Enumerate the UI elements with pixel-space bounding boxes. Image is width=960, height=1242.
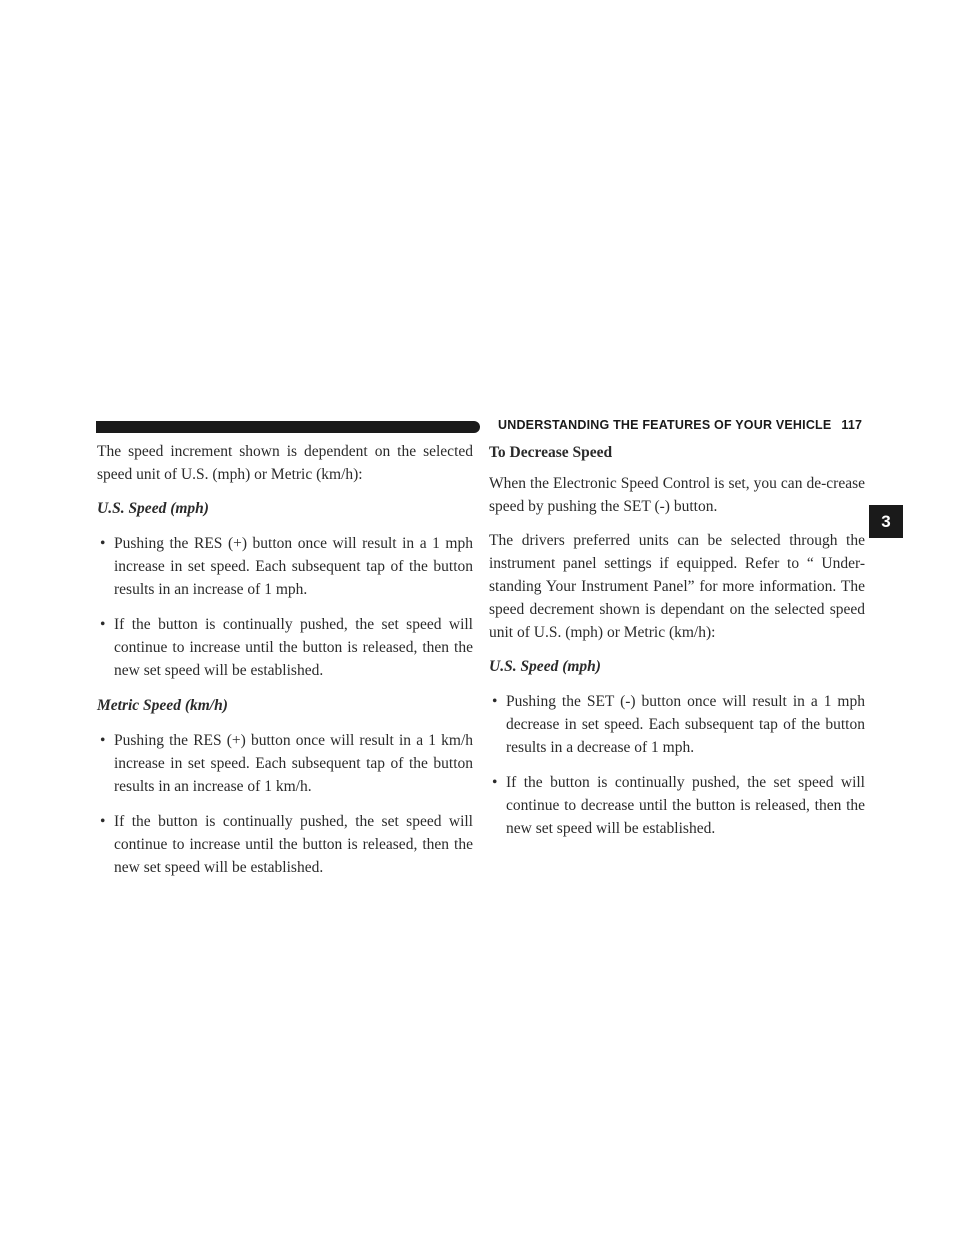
right-column [489,441,865,852]
bullet: • [100,732,106,749]
list-item: • If the button is continually pushed, the set speed will continue to increase until the button is released, then the new set speed will be established. [97,810,473,879]
decrease-speed-heading: To Decrease Speed [489,444,613,461]
bullet: • [100,535,106,552]
decrease-paragraph-2: The drivers preferred units can be selected through the instrument panel settings if equipped. Refer to “ Under-standing Your Instrument Panel” for more information. The speed decrement shown is dependant on the selected speed unit of U.S. (mph) or Metric (km/h): [489,532,865,641]
us-speed-heading: U.S. Speed (mph) [97,500,209,517]
metric-speed-list [97,729,473,879]
header-rule [96,421,480,433]
us-speed-heading-right: U.S. Speed (mph) [489,658,601,675]
bullet: • [100,616,106,633]
list-item: • Pushing the SET (-) button once will result in a 1 mph decrease in set speed. Each subsequent tap of the button results in a decrease of 1 mph. [489,690,865,759]
list-item: • Pushing the RES (+) button once will result in a 1 km/h increase in set speed. Each subsequent tap of the button results in an increase of 1 km/h. [97,729,473,798]
bullet: • [100,813,106,830]
bullet: • [492,774,498,791]
bullet: • [492,693,498,710]
left-column [97,440,473,891]
decrease-paragraph-1: When the Electronic Speed Control is set, you can de-crease speed by pushing the SET (-) button. [489,475,865,515]
list-item: • Pushing the RES (+) button once will result in a 1 mph increase in set speed. Each subsequent tap of the button results in an increase of 1 mph. [97,532,473,601]
list-item: • If the button is continually pushed, the set speed will continue to increase until the button is released, then the new set speed will be established. [97,613,473,682]
list-item: • If the button is continually pushed, the set speed will continue to decrease until the button is released, then the new set speed will be established. [489,771,865,840]
running-header [498,418,862,432]
section-title: UNDERSTANDING THE FEATURES OF YOUR VEHICLE [498,418,832,432]
page-number: 117 [841,418,863,432]
us-speed-decrease-list [489,690,865,840]
chapter-number: 3 [881,511,891,531]
us-speed-list [97,532,473,682]
intro-paragraph: The speed increment shown is dependent on the selected speed unit of U.S. (mph) or Metric (km/h): [97,443,473,483]
chapter-tab [869,505,903,538]
metric-speed-heading: Metric Speed (km/h) [97,697,228,714]
